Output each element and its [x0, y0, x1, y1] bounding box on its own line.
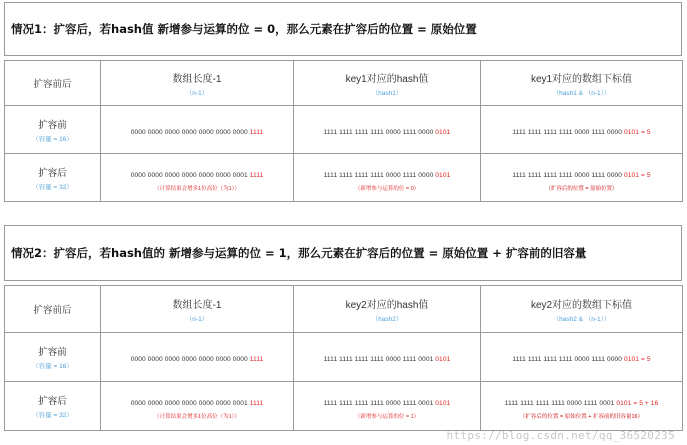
length-bits: 0000 0000 0000 0000 0000 0000 0001 [130, 400, 250, 407]
header-index-sub: （hash1 & （n-1）） [552, 89, 611, 97]
row-label: 扩容前 [38, 347, 67, 358]
case1-section [4, 2, 682, 212]
hash-note: （新增参与运算的位 = 1） [354, 414, 420, 420]
index-bits-cell [481, 106, 683, 154]
hash-bits-highlight: 0101 [435, 400, 451, 407]
row-label-cell [5, 333, 101, 382]
row-label-sub: （容量 = 32） [32, 412, 73, 419]
hash-note: （新增参与运算的位 = 0） [354, 185, 420, 192]
index-bits-highlight: 0101 = 5 [624, 171, 651, 179]
length-bits-cell [101, 154, 294, 202]
header-length-sub: （n-1） [185, 315, 209, 323]
case1-table [4, 60, 683, 202]
header-row [5, 61, 683, 106]
hash-bits-highlight: 0101 [435, 356, 451, 363]
header-cell-length [101, 61, 294, 106]
row-label-cell [5, 106, 101, 154]
table-row [5, 382, 683, 431]
table-row [5, 106, 683, 154]
index-bits: 1111 1111 1111 1111 0000 1111 0000 [512, 171, 624, 179]
header-hash-sub: （hash1） [371, 89, 403, 97]
row-label-cell [5, 154, 101, 202]
header-hash-label: key1对应的hash值 [345, 73, 429, 85]
header-index-label: key1对应的数组下标值 [530, 73, 633, 85]
length-note: （计算结果会增多1位高位（为1）） [154, 414, 240, 420]
index-bits-highlight: 0101 = 5 [624, 356, 651, 363]
case2-section [4, 225, 682, 439]
hash-bits-cell [294, 154, 481, 202]
index-bits-highlight: 0101 = 5 [624, 128, 651, 136]
row-label: 扩容后 [38, 396, 67, 407]
watermark: https://blog.csdn.net/qq_36520235 [446, 429, 675, 442]
header-phase-label: 扩容前后 [33, 79, 72, 90]
length-bits-cell [101, 382, 294, 431]
length-bits: 0000 0000 0000 0000 0000 0000 0000 [130, 356, 250, 363]
length-bits-highlight: 1111 [249, 400, 264, 407]
header-row [5, 286, 683, 333]
hash-bits-cell [294, 333, 481, 382]
hash-bits-highlight: 0101 [435, 171, 451, 179]
header-cell-index [481, 61, 683, 106]
header-phase-label: 扩容前后 [33, 305, 72, 316]
row-label-sub: （容量 = 16） [32, 135, 73, 143]
header-hash-sub: （hash2） [371, 315, 403, 323]
header-cell-index [481, 286, 683, 333]
length-bits-highlight: 1111 [249, 128, 264, 136]
header-length-label: 数组长度-1 [172, 73, 222, 85]
row-label-sub: （容量 = 16） [32, 363, 73, 370]
index-bits: 1111 1111 1111 1111 0000 1111 0000 [512, 356, 624, 363]
hash-bits: 1111 1111 1111 1111 0000 1111 0000 [323, 128, 436, 136]
length-bits-cell [101, 333, 294, 382]
table-row [5, 154, 683, 202]
length-note: （计算结果会增多1位高位（为1）） [154, 185, 240, 192]
row-label: 扩容前 [38, 119, 67, 131]
header-cell-hash [294, 286, 481, 333]
header-length-sub: （n-1） [185, 89, 209, 97]
index-bits-cell [481, 333, 683, 382]
index-note: （扩容后的位置 = 原始位置） [545, 185, 618, 192]
length-bits-highlight: 1111 [249, 356, 264, 363]
header-cell-length [101, 286, 294, 333]
index-bits-cell [481, 154, 683, 202]
header-cell-hash [294, 61, 481, 106]
header-cell-phase [5, 286, 101, 333]
index-note: （扩容后的位置 = 原始位置 + 扩容前的旧容量16） [519, 414, 644, 420]
length-bits: 0000 0000 0000 0000 0000 0000 0001 [130, 171, 250, 179]
row-label-cell [5, 382, 101, 431]
length-bits-highlight: 1111 [249, 171, 264, 179]
header-cell-phase [5, 61, 101, 106]
table-row [5, 333, 683, 382]
hash-bits-cell [294, 382, 481, 431]
hash-bits: 1111 1111 1111 1111 0000 1111 0001 [323, 356, 436, 363]
hash-bits: 1111 1111 1111 1111 0000 1111 0001 [323, 400, 436, 407]
header-length-label: 数组长度-1 [172, 299, 222, 311]
index-bits-highlight: 0101 = 5 + 16 [616, 400, 659, 407]
length-bits: 0000 0000 0000 0000 0000 0000 0000 [130, 128, 250, 136]
hash-bits-cell [294, 106, 481, 154]
header-index-label: key2对应的数组下标值 [530, 299, 633, 311]
row-label-sub: （容量 = 32） [32, 183, 73, 191]
row-label: 扩容后 [38, 167, 67, 179]
index-bits: 1111 1111 1111 1111 0000 1111 0001 [504, 400, 617, 407]
hash-bits-highlight: 0101 [435, 128, 451, 136]
header-index-sub: （hash2 & （n-1）） [552, 315, 611, 323]
length-bits-cell [101, 106, 294, 154]
case2-table [4, 285, 683, 431]
case1-title: 情况1：扩容后，若hash值 新增参与运算的位 = 0，那么元素在扩容后的位置 = 原始位置 [4, 2, 682, 56]
hash-bits: 1111 1111 1111 1111 0000 1111 0000 [323, 171, 436, 179]
index-bits: 1111 1111 1111 1111 0000 1111 0000 [512, 128, 624, 136]
index-bits-cell [481, 382, 683, 431]
case2-title: 情况2：扩容后，若hash值的 新增参与运算的位 = 1，那么元素在扩容后的位置 = 原始位置 + 扩容前的旧容量 [4, 225, 682, 281]
header-hash-label: key2对应的hash值 [345, 299, 429, 311]
